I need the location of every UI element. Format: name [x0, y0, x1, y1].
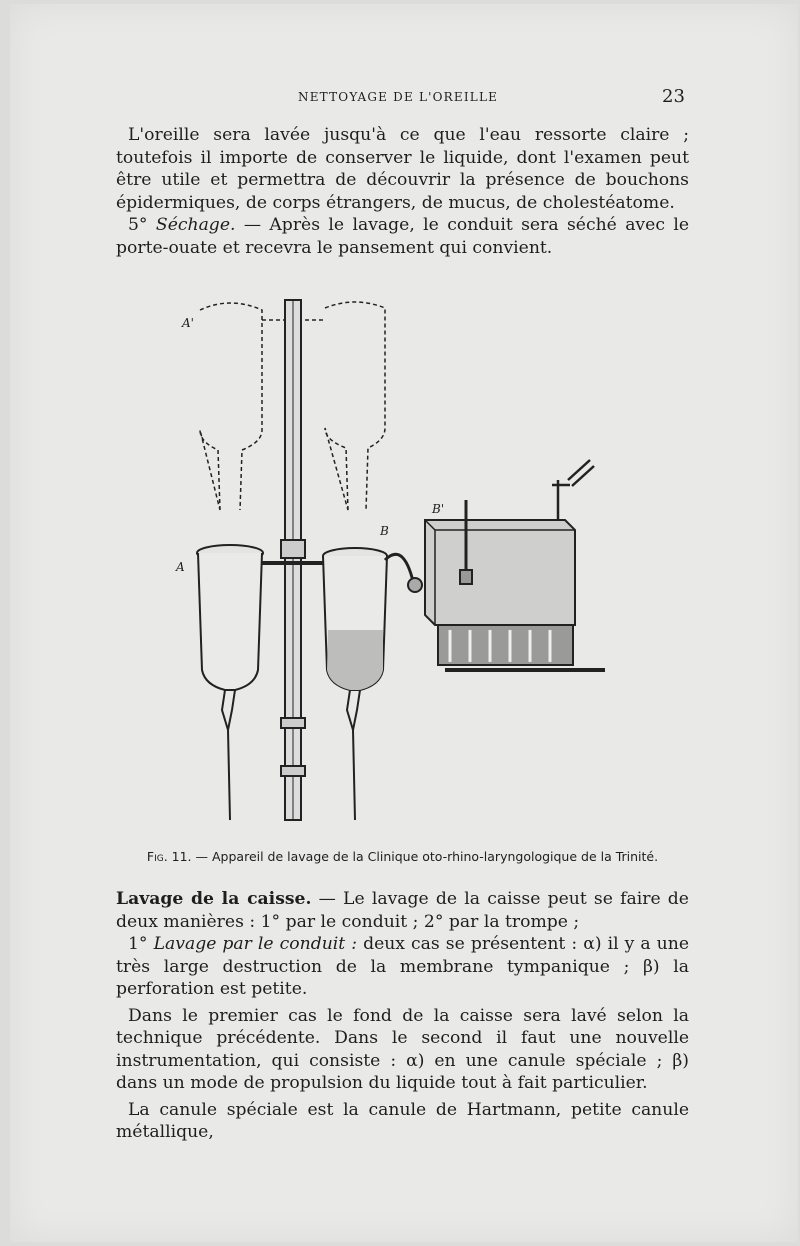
caption-number: Fig. 11.: [146, 849, 192, 864]
heater-box: [425, 460, 605, 670]
book-page: [10, 4, 798, 1242]
figure-washing-apparatus: [170, 290, 620, 830]
caption-text: — Appareil de lavage de la Clinique oto-rhino-laryngologique de la Trinité.: [191, 849, 659, 864]
label-a: A: [176, 560, 185, 574]
paragraph-two-cases: Dans le premier cas le fond de la caisse sera lavé selon la technique précédente. Dans le second il faut une nouvelle instrumentation, qui consiste : α) en une canule spéciale ; β) dans un mode de propulsion du liquide tout à fait particulier.: [116, 1005, 689, 1093]
figure-caption: [116, 849, 689, 864]
label-b: B: [380, 524, 389, 538]
jar-b: [323, 548, 422, 820]
paragraph-canal-wash: [116, 933, 689, 1001]
drying-number: 5°: [128, 215, 156, 235]
label-b-prime: B': [432, 502, 445, 516]
paragraph-drying: [116, 214, 689, 259]
canal-wash-number: 1°: [128, 934, 154, 954]
apparatus-illustration: [170, 290, 620, 830]
cavity-wash-heading: Lavage de la caisse.: [116, 889, 312, 909]
canal-wash-heading: Lavage par le conduit :: [153, 934, 358, 954]
paragraph-cavity-wash: [116, 888, 689, 933]
label-a-prime: A': [182, 316, 194, 330]
cavity-wash-text: — Le lavage de la caisse peut se faire de deux manières : 1° par le conduit ; 2° par la trompe ;: [116, 889, 689, 932]
page-number: 23: [662, 86, 685, 107]
top-text-block: [116, 124, 689, 259]
bottom-text-block: [116, 888, 689, 1144]
canal-wash-text: deux cas se présentent : α) il y a une très large destruction de la membrane tympanique ; β) la perforation est petite.: [116, 934, 689, 999]
paragraph-rinse: L'oreille sera lavée jusqu'à ce que l'eau ressorte claire ; toutefois il importe de conserver le liquide, dont l'examen peut être utile et permettra de découvrir la présence de bouchons épidermiques, de corps étrangers, de mucus, de cholestéatome.: [116, 125, 689, 213]
drying-text: — Après le lavage, le conduit sera séché avec le porte-ouate et recevra le pansement qui convient.: [116, 215, 689, 258]
jar-a: [197, 545, 263, 820]
drying-heading: Séchage.: [155, 215, 236, 235]
paragraph-hartmann: La canule spéciale est la canule de Hartmann, petite canule métallique,: [116, 1099, 689, 1142]
running-title: NETTOYAGE DE L'OREILLE: [298, 90, 499, 104]
